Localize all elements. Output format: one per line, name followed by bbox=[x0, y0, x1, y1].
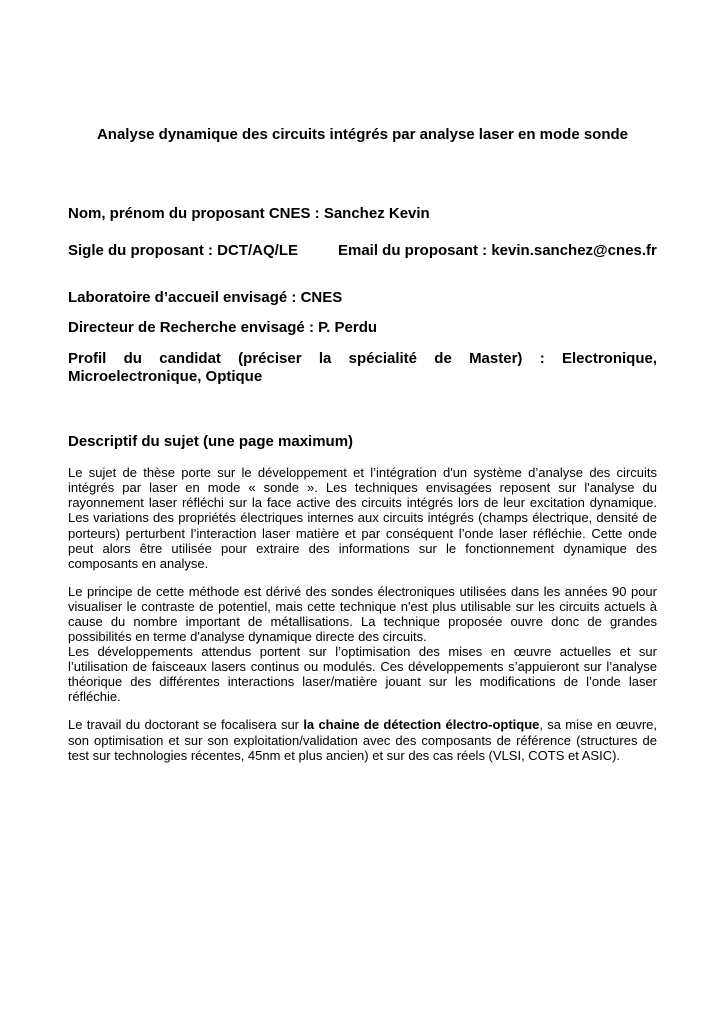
paragraph-3 bbox=[68, 717, 657, 762]
paragraph-2 bbox=[68, 584, 657, 705]
paragraph-2-part-2: Les développements attendus portent sur l’optimisation des mises en œuvre actuelles et sur l’utilisation de faisceaux lasers continus ou modulés. Ces développements s’appuieront sur l’analyse théorique des différentes interactions laser/matière jouant sur les modifications de l’onde laser réfléchie. bbox=[68, 644, 657, 705]
field-sigle: Sigle du proposant : DCT/AQ/LE bbox=[68, 242, 298, 260]
field-proposant-name: Nom, prénom du proposant CNES : Sanchez Kevin bbox=[68, 205, 430, 223]
section-heading-descriptif: Descriptif du sujet (une page maximum) bbox=[68, 433, 354, 451]
paragraph-3-bold-phrase: la chaine de détection électro-optique bbox=[303, 717, 540, 733]
paragraph-3-text-after: , sa mise en œuvre, son optimisation et sur son exploitation/validation avec des composants de référence (structures de test sur technologies récentes, 45nm et plus ancien) et sur des cas réels (VLSI, COTS et ASIC). bbox=[68, 717, 657, 763]
paragraph-1: Le sujet de thèse porte sur le développement et l’intégration d'un système d’analyse des circuits intégrés par laser en mode « sonde ». Les techniques envisagées reposent sur l'analyse du rayonnement laser réfléchi sur la face active des circuits intégrés lors de leur excitation dynamique. Les variations des propriétés électriques internes aux circuits intégrés (champs électrique, densité de porteurs) perturbent l’interaction laser matière et par conséquent l’onde laser réfléchie. Cette onde peut alors être utilisée pour extraire des informations sur le fonctionnement dynamique des composants en analyse. bbox=[68, 465, 657, 571]
field-laboratoire: Laboratoire d’accueil envisagé : CNES bbox=[68, 289, 343, 307]
document-title: Analyse dynamique des circuits intégrés par analyse laser en mode sonde bbox=[96, 126, 629, 143]
field-sigle-email-row bbox=[68, 242, 657, 260]
field-directeur: Directeur de Recherche envisagé : P. Perdu bbox=[68, 319, 378, 337]
paragraph-2-part-1: Le principe de cette méthode est dérivé des sondes électroniques utilisées dans les années 90 pour visualiser le contraste de potentiel, mais cette technique n'est plus utilisable sur les circuits actuels à cause du nombre important de métallisations. La technique proposée ouvre donc de grandes possibilités en terme d'analyse dynamique directe des circuits. bbox=[68, 583, 657, 645]
paragraph-3-text-before: Le travail du doctorant se focalisera sur bbox=[68, 717, 304, 733]
field-email: Email du proposant : kevin.sanchez@cnes.fr bbox=[338, 242, 657, 260]
field-profil-candidat: Profil du candidat (préciser la spécialité de Master) : Electronique, Microelectronique, Optique bbox=[68, 350, 657, 386]
